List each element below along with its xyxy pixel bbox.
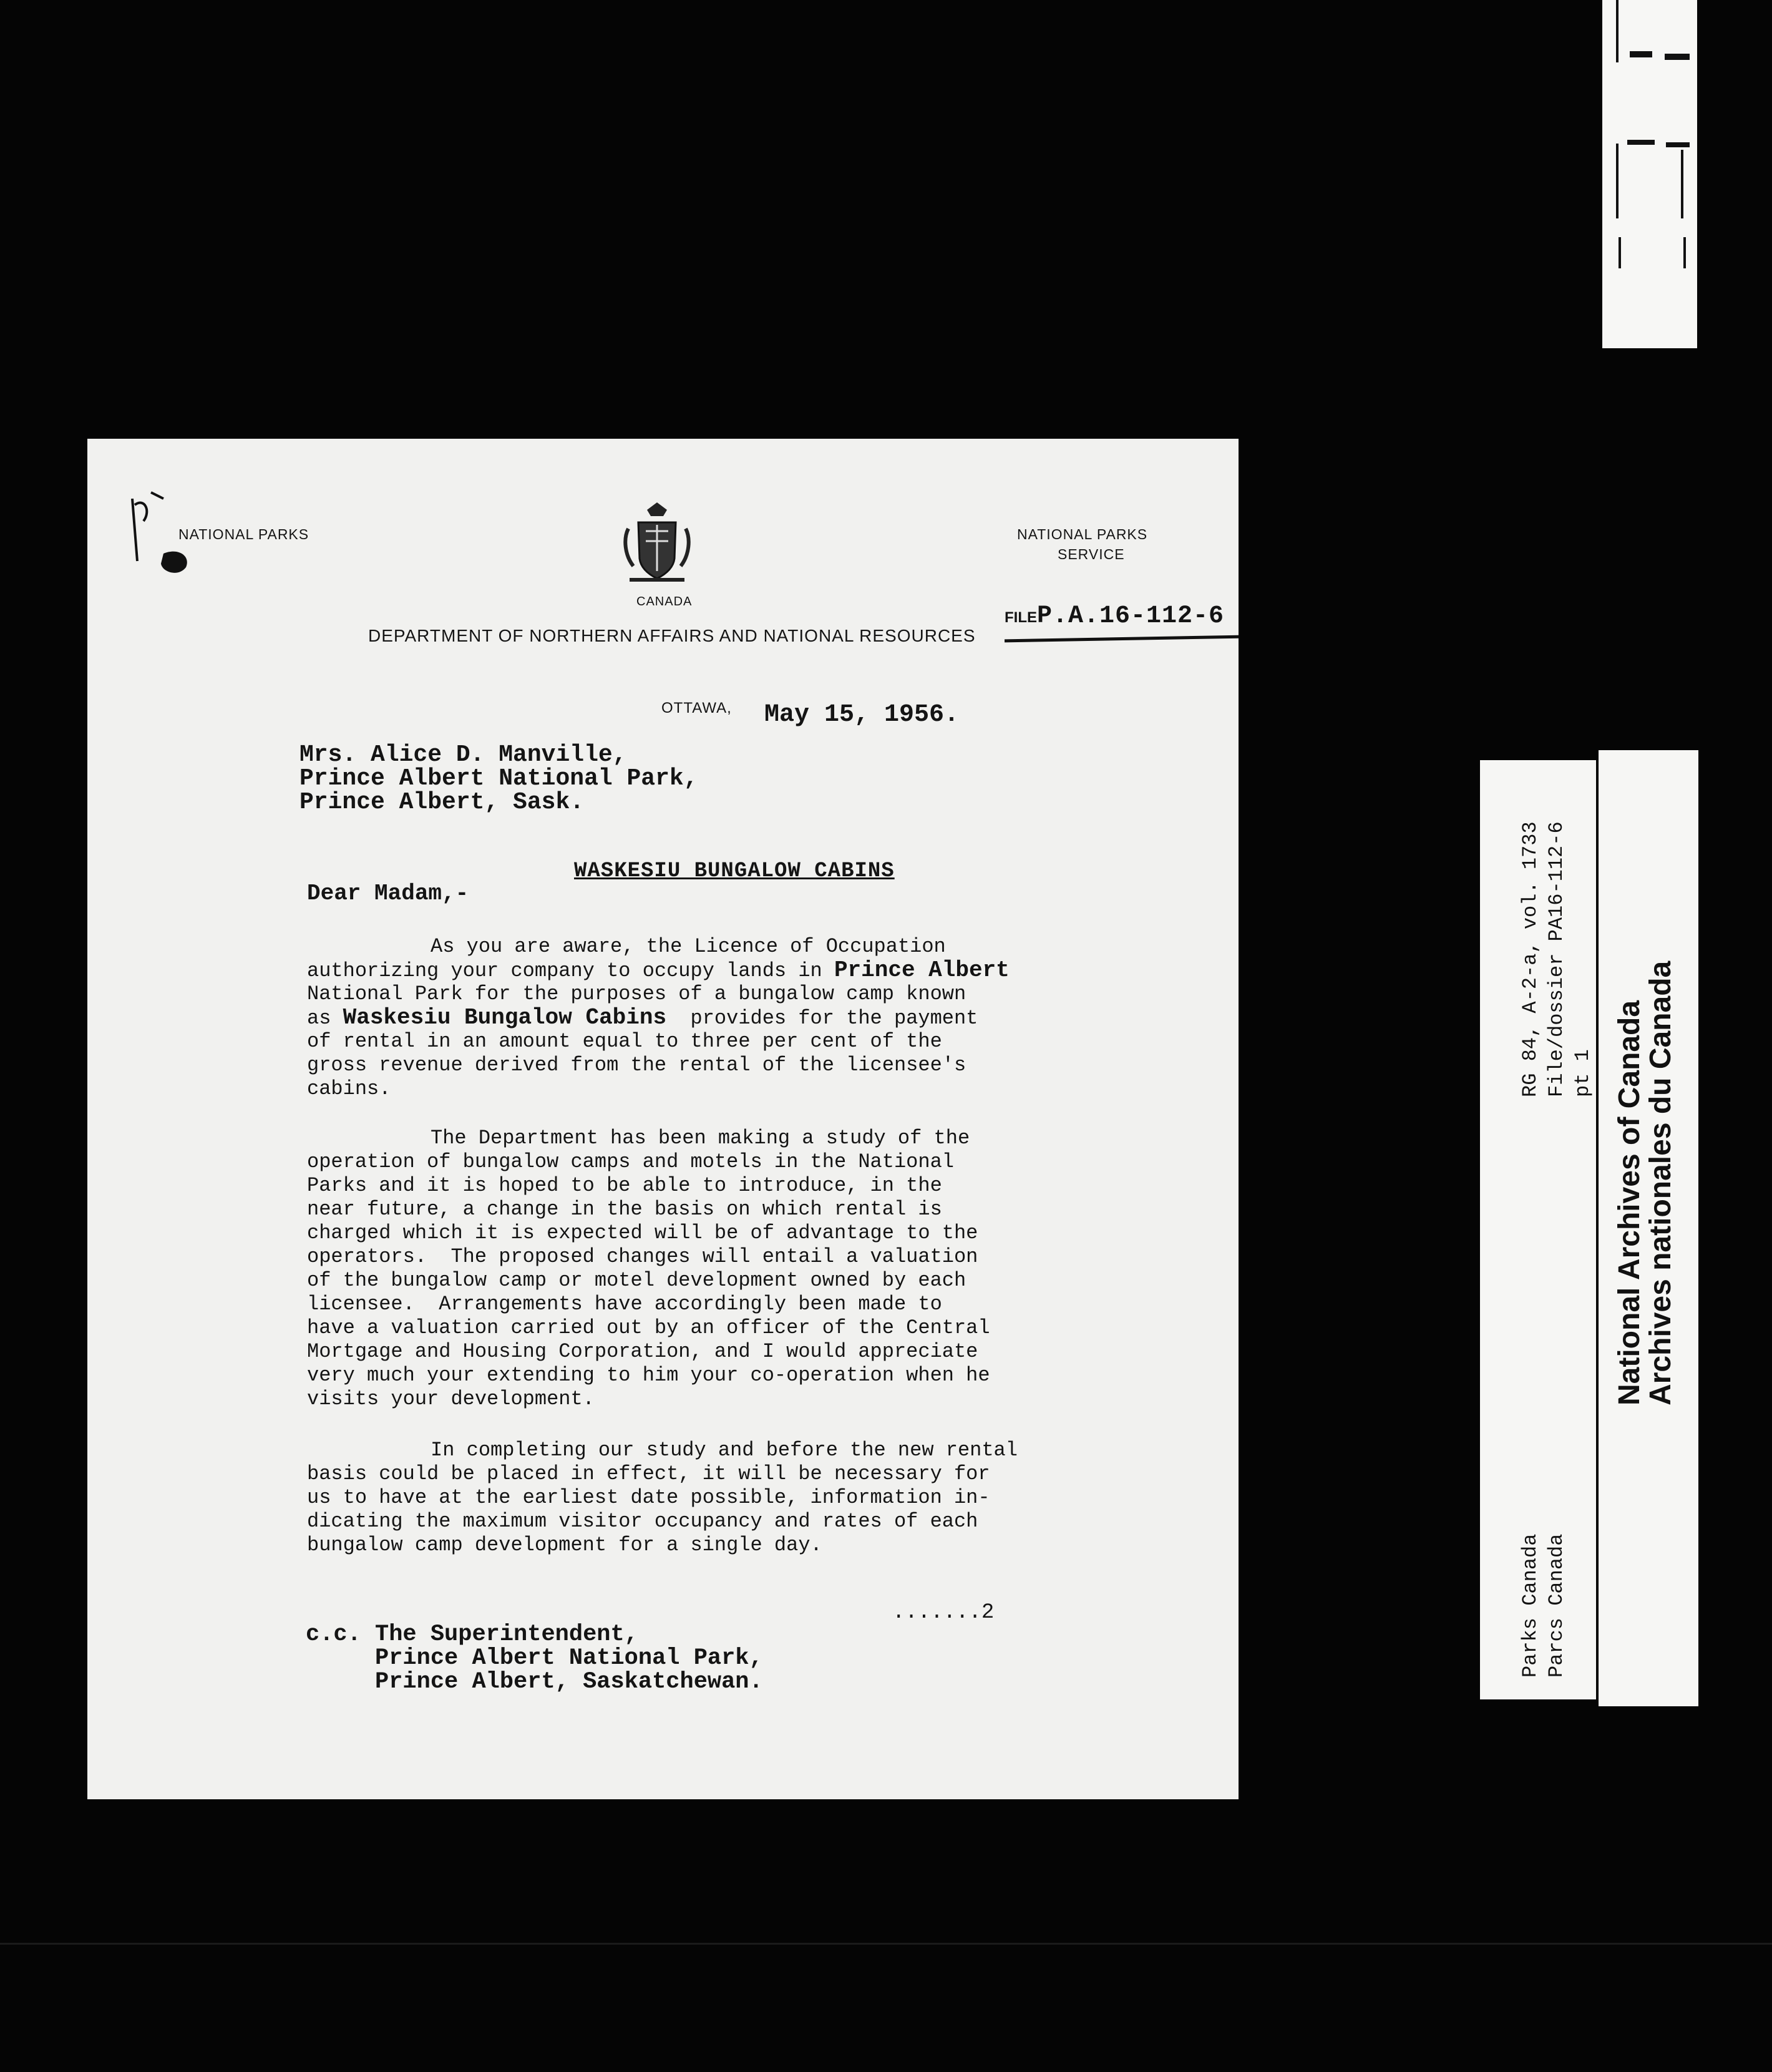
page-continuation: .......2: [892, 1601, 995, 1625]
paragraph3-line: In completing our study and before the new rental: [431, 1439, 1018, 1462]
right-service-label-line2: SERVICE: [1058, 546, 1125, 562]
paragraph1-line2: [307, 959, 1010, 983]
paragraph1-camp-name: Waskesiu Bungalow Cabins: [343, 1005, 667, 1030]
paragraph2-line: of the bungalow camp or motel development owned by each: [307, 1269, 966, 1292]
country-label: CANADA: [636, 595, 693, 608]
strip-tick: [1619, 237, 1621, 268]
paragraph2-line: visits your development.: [307, 1387, 595, 1410]
strip-tick: [1630, 51, 1652, 57]
paragraph3-line: us to have at the earliest date possible, information in-: [307, 1486, 990, 1509]
paragraph2-line: operation of bungalow camps and motels in the National: [307, 1150, 954, 1173]
archives-french: Archives nationales du Canada: [1644, 960, 1677, 1405]
paragraph1-line4: [307, 1006, 978, 1030]
place-label: OTTAWA,: [661, 700, 732, 716]
cc-line2: Prince Albert National Park,: [306, 1645, 763, 1671]
paragraph3-line: dicating the maximum visitor occupancy and rates of each: [307, 1510, 978, 1533]
archive-reference-line1: RG 84, A-2-a, vol. 1733: [1519, 821, 1542, 1097]
paragraph2-line: very much your extending to him your co-operation when he: [307, 1364, 990, 1387]
paragraph1-line3: National Park for the purposes of a bungalow camp known: [307, 982, 966, 1005]
address-line3: Prince Albert, Sask.: [299, 789, 585, 816]
file-reference: [1005, 602, 1224, 630]
archives-name-label: [1599, 750, 1698, 1706]
archives-english: National Archives of Canada: [1613, 1000, 1646, 1405]
subject-line: WASKESIU BUNGALOW CABINS: [574, 859, 895, 883]
department-name: DEPARTMENT OF NORTHERN AFFAIRS AND NATIONAL RESOURCES: [368, 626, 976, 645]
agency-french: Parcs Canada: [1545, 1533, 1568, 1678]
strip-tick: [1683, 237, 1686, 268]
paragraph1-line1: As you are aware, the Licence of Occupation: [431, 935, 946, 958]
file-number: P.A.16-112-6: [1037, 602, 1225, 630]
paragraph2-line: Parks and it is hoped to be able to introduce, in the: [307, 1174, 942, 1197]
paragraph2-line: have a valuation carried out by an officer of the Central: [307, 1316, 990, 1339]
strip-tick: [1616, 144, 1619, 218]
paragraph2-line: operators. The proposed changes will entail a valuation: [307, 1245, 978, 1268]
strip-tick: [1665, 54, 1690, 60]
paragraph2-line: Mortgage and Housing Corporation, and I would appreciate: [307, 1340, 978, 1363]
paragraph3-line: basis could be placed in effect, it will be necessary for: [307, 1462, 990, 1485]
paragraph3-line: bungalow camp development for a single day.: [307, 1533, 822, 1556]
paragraph2-line: licensee. Arrangements have accordingly been made to: [307, 1293, 942, 1316]
file-underline: [1005, 635, 1239, 643]
right-service-label-line1: NATIONAL PARKS: [1017, 526, 1148, 542]
paragraph1-text: authorizing your company to occupy lands in: [307, 959, 834, 982]
film-strip-top: [1602, 0, 1697, 348]
paragraph1-line7: cabins.: [307, 1077, 391, 1100]
address-line2: Prince Albert National Park,: [299, 765, 698, 792]
file-label: FILE: [1005, 609, 1037, 626]
paragraph1-line5: of rental in an amount equal to three per cent of the: [307, 1030, 942, 1053]
strip-tick: [1666, 142, 1690, 147]
cc-line3: Prince Albert, Saskatchewan.: [306, 1669, 763, 1695]
cc-line1: c.c. The Superintendent,: [306, 1621, 638, 1648]
paragraph2-line: The Department has been making a study of the: [431, 1126, 970, 1150]
letter-date: May 15, 1956.: [764, 701, 960, 729]
canada-coat-of-arms-icon: [621, 501, 693, 589]
archive-reference-line3: pt 1: [1571, 1049, 1594, 1097]
archive-reference-line2: File/dossier PA16-112-6: [1545, 821, 1568, 1097]
left-service-label: NATIONAL PARKS: [178, 526, 309, 542]
archive-reference-label: [1480, 760, 1596, 1699]
paragraph2-line: near future, a change in the basis on which rental is: [307, 1198, 942, 1221]
scan-edge-line: [0, 1943, 1772, 1945]
paragraph1-line6: gross revenue derived from the rental of the licensee's: [307, 1053, 966, 1077]
paragraph1-text: as: [307, 1007, 343, 1030]
agency-english: Parks Canada: [1519, 1533, 1542, 1678]
paragraph2-line: charged which it is expected will be of advantage to the: [307, 1221, 978, 1244]
address-line1: Mrs. Alice D. Manville,: [299, 741, 627, 768]
letter-page: [87, 439, 1239, 1799]
strip-tick: [1627, 140, 1655, 145]
salutation: Dear Madam,-: [307, 881, 469, 906]
paragraph1-text: provides for the payment: [666, 1007, 978, 1030]
paragraph1-park-name: Prince Albert: [834, 957, 1010, 983]
strip-tick: [1681, 150, 1683, 218]
strip-tick: [1616, 0, 1619, 62]
